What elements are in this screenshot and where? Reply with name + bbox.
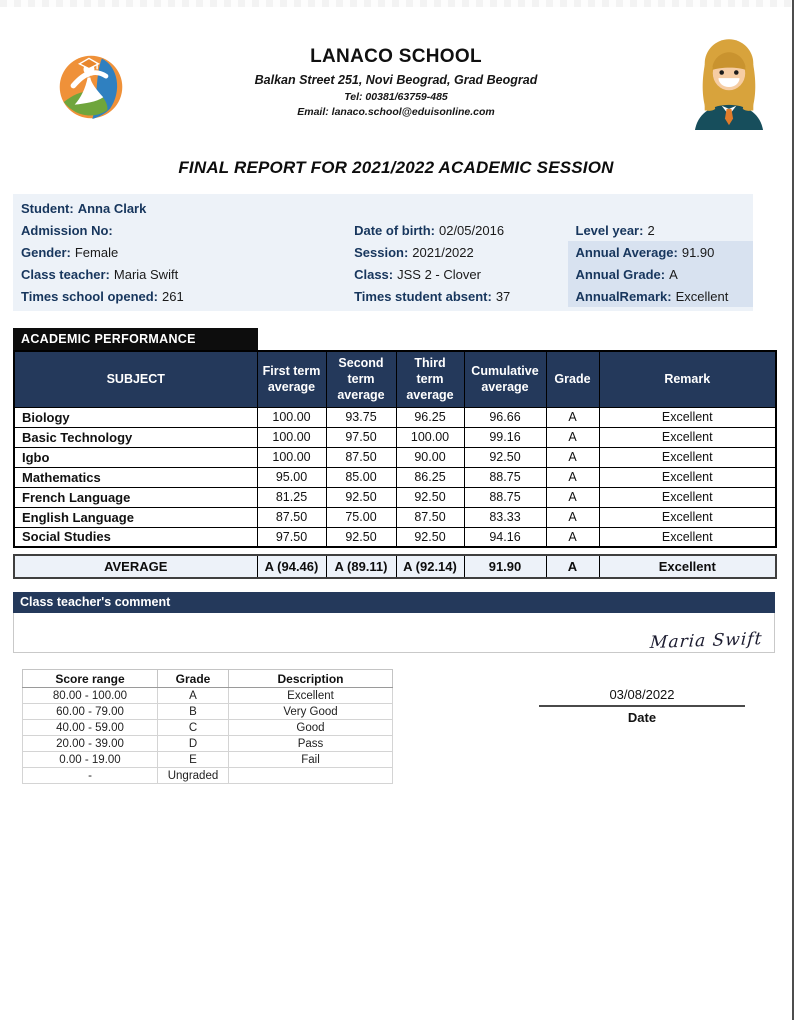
info-row — [13, 285, 753, 307]
column-header-subject: SUBJECT — [14, 351, 257, 407]
remark-cell: Excellent — [599, 527, 776, 547]
score-cell: 94.16 — [464, 527, 546, 547]
score-cell: 87.50 — [326, 447, 396, 467]
table-row — [14, 407, 776, 427]
range-cell: 40.00 - 59.00 — [23, 720, 158, 736]
teacher-signature: Maria Swift — [648, 629, 763, 653]
grade-key-row — [23, 736, 393, 752]
score-cell: 92.50 — [326, 527, 396, 547]
info-label: AnnualRemark: — [575, 288, 672, 304]
grade-cell: A — [546, 467, 599, 487]
grade-cell: A — [546, 487, 599, 507]
subject-cell: Social Studies — [14, 527, 257, 547]
range-cell: 60.00 - 79.00 — [23, 704, 158, 720]
table-row — [14, 447, 776, 467]
description-cell: Excellent — [229, 688, 393, 704]
average-row — [13, 554, 777, 579]
subject-cell: Mathematics — [14, 467, 257, 487]
info-cell-times-student-absent — [346, 285, 567, 307]
grade-key-header-range: Score range — [23, 670, 158, 688]
table-row — [14, 527, 776, 547]
description-cell: Very Good — [229, 704, 393, 720]
score-cell: 97.50 — [257, 527, 326, 547]
info-label: Times student absent: — [354, 288, 492, 304]
school-logo-icon — [57, 50, 125, 124]
score-cell: 97.50 — [326, 427, 396, 447]
average-remark: Excellent — [599, 555, 776, 578]
average-second-term: A (89.11) — [326, 555, 396, 578]
score-cell: 92.50 — [396, 527, 464, 547]
table-row — [14, 427, 776, 447]
info-label: Annual Grade: — [575, 266, 666, 282]
grade-cell: A — [546, 407, 599, 427]
info-value: Female — [74, 244, 119, 260]
info-label: Admission No: — [21, 222, 113, 238]
column-header-third-term: Third term average — [396, 351, 464, 407]
grade-key-row — [23, 720, 393, 736]
grade-key-row — [23, 704, 393, 720]
info-value: Excellent — [675, 288, 729, 304]
average-cumulative: 91.90 — [464, 555, 546, 578]
score-cell: 88.75 — [464, 467, 546, 487]
remark-cell: Excellent — [599, 427, 776, 447]
info-value: 2021/2022 — [412, 244, 474, 260]
score-cell: 85.00 — [326, 467, 396, 487]
score-cell: 96.25 — [396, 407, 464, 427]
academic-performance-header: ACADEMIC PERFORMANCE — [13, 328, 258, 350]
table-row — [14, 467, 776, 487]
score-cell: 100.00 — [257, 427, 326, 447]
performance-table — [13, 350, 777, 548]
range-cell: 20.00 - 39.00 — [23, 736, 158, 752]
grade-cell: B — [158, 704, 229, 720]
subject-cell: English Language — [14, 507, 257, 527]
score-cell: 100.00 — [396, 427, 464, 447]
subject-cell: French Language — [14, 487, 257, 507]
school-name: LANACO SCHOOL — [310, 46, 482, 67]
performance-header-row — [14, 351, 776, 407]
score-cell: 75.00 — [326, 507, 396, 527]
remark-cell: Excellent — [599, 407, 776, 427]
grade-key-header-row — [23, 670, 393, 688]
score-cell: 88.75 — [464, 487, 546, 507]
score-cell: 100.00 — [257, 447, 326, 467]
grade-cell: A — [546, 427, 599, 447]
score-cell: 87.50 — [257, 507, 326, 527]
info-label: Gender: — [21, 244, 71, 260]
score-cell: 96.66 — [464, 407, 546, 427]
subject-cell: Basic Technology — [14, 427, 257, 447]
average-grade: A — [546, 555, 599, 578]
student-avatar — [688, 36, 770, 130]
info-label: Level year: — [575, 222, 644, 238]
info-label: Student: — [21, 200, 74, 216]
grade-key-header-description: Description — [229, 670, 393, 688]
range-cell: - — [23, 768, 158, 784]
score-cell: 90.00 — [396, 447, 464, 467]
range-cell: 0.00 - 19.00 — [23, 752, 158, 768]
school-header — [0, 0, 792, 132]
average-label: AVERAGE — [14, 555, 257, 578]
info-value: 02/05/2016 — [438, 222, 505, 238]
grade-key-header-grade: Grade — [158, 670, 229, 688]
grade-cell: A — [546, 447, 599, 467]
info-cell-student — [13, 197, 346, 219]
column-header-grade: Grade — [546, 351, 599, 407]
info-value: A — [669, 266, 678, 282]
grade-key-table — [22, 669, 393, 784]
info-value: Anna Clark — [77, 200, 147, 216]
date-value: 03/08/2022 — [539, 687, 745, 707]
info-label: Session: — [354, 244, 409, 260]
grade-cell: D — [158, 736, 229, 752]
info-value: 2 — [647, 222, 655, 238]
info-label: Class teacher: — [21, 266, 110, 282]
info-cell-admission-no — [13, 219, 346, 241]
teacher-comment-header: Class teacher's comment — [13, 592, 775, 613]
average-row-cells — [14, 555, 776, 578]
table-row — [14, 487, 776, 507]
info-cell-annual-remark — [568, 285, 754, 307]
column-header-second-term: Second term average — [326, 351, 396, 407]
info-cell-date-of-birth — [346, 219, 567, 241]
description-cell — [229, 768, 393, 784]
school-email: Email: lanaco.school@eduisonline.com — [297, 106, 495, 118]
range-cell: 80.00 - 100.00 — [23, 688, 158, 704]
score-cell: 99.16 — [464, 427, 546, 447]
school-address: Balkan Street 251, Novi Beograd, Grad Beograd — [254, 73, 538, 87]
info-cell-level-year — [568, 219, 754, 241]
date-block — [539, 687, 745, 784]
bottom-section — [22, 669, 745, 784]
teacher-comment-box — [13, 613, 775, 653]
info-cell-empty — [568, 197, 754, 219]
score-cell: 92.50 — [464, 447, 546, 467]
score-cell: 86.25 — [396, 467, 464, 487]
score-cell: 100.00 — [257, 407, 326, 427]
info-row — [13, 219, 753, 241]
info-cell-session — [346, 241, 567, 263]
grade-cell: Ungraded — [158, 768, 229, 784]
info-row — [13, 241, 753, 263]
remark-cell: Excellent — [599, 467, 776, 487]
remark-cell: Excellent — [599, 507, 776, 527]
school-phone: Tel: 00381/63759-485 — [344, 91, 448, 103]
info-cell-class — [346, 263, 567, 285]
info-value: 91.90 — [681, 244, 715, 260]
table-row — [14, 507, 776, 527]
info-cell-annual-average — [568, 241, 754, 263]
grade-key-row — [23, 768, 393, 784]
remark-cell: Excellent — [599, 447, 776, 467]
info-value: 261 — [162, 288, 184, 304]
description-cell: Good — [229, 720, 393, 736]
student-info-section — [13, 194, 753, 311]
remark-cell: Excellent — [599, 487, 776, 507]
grade-cell: A — [546, 527, 599, 547]
description-cell: Fail — [229, 752, 393, 768]
grade-cell: A — [546, 507, 599, 527]
score-cell: 83.33 — [464, 507, 546, 527]
column-header-remark: Remark — [599, 351, 776, 407]
score-cell: 92.50 — [396, 487, 464, 507]
score-cell: 81.25 — [257, 487, 326, 507]
info-value: 37 — [495, 288, 511, 304]
grade-key-row — [23, 752, 393, 768]
subject-cell: Igbo — [14, 447, 257, 467]
grade-cell: A — [158, 688, 229, 704]
score-cell: 95.00 — [257, 467, 326, 487]
info-label: Annual Average: — [575, 244, 678, 260]
info-cell-times-school-opened — [13, 285, 346, 307]
info-cell-gender — [13, 241, 346, 263]
info-row — [13, 263, 753, 285]
info-label: Class: — [354, 266, 394, 282]
info-label: Times school opened: — [21, 288, 159, 304]
info-cell-empty — [346, 197, 567, 219]
score-cell: 92.50 — [326, 487, 396, 507]
info-cell-annual-grade — [568, 263, 754, 285]
info-value: JSS 2 - Clover — [397, 266, 481, 282]
score-cell: 93.75 — [326, 407, 396, 427]
grade-cell: E — [158, 752, 229, 768]
info-label: Date of birth: — [354, 222, 435, 238]
grade-key-row — [23, 688, 393, 704]
column-header-first-term: First term average — [257, 351, 326, 407]
info-value: Maria Swift — [113, 266, 179, 282]
report-title: FINAL REPORT FOR 2021/2022 ACADEMIC SESSION — [178, 158, 614, 177]
score-cell: 87.50 — [396, 507, 464, 527]
column-header-cumulative: Cumulative average — [464, 351, 546, 407]
average-third-term: A (92.14) — [396, 555, 464, 578]
average-first-term: A (94.46) — [257, 555, 326, 578]
info-cell-class-teacher — [13, 263, 346, 285]
description-cell: Pass — [229, 736, 393, 752]
info-row — [13, 197, 753, 219]
grade-cell: C — [158, 720, 229, 736]
subject-cell: Biology — [14, 407, 257, 427]
date-label: Date — [627, 710, 657, 725]
